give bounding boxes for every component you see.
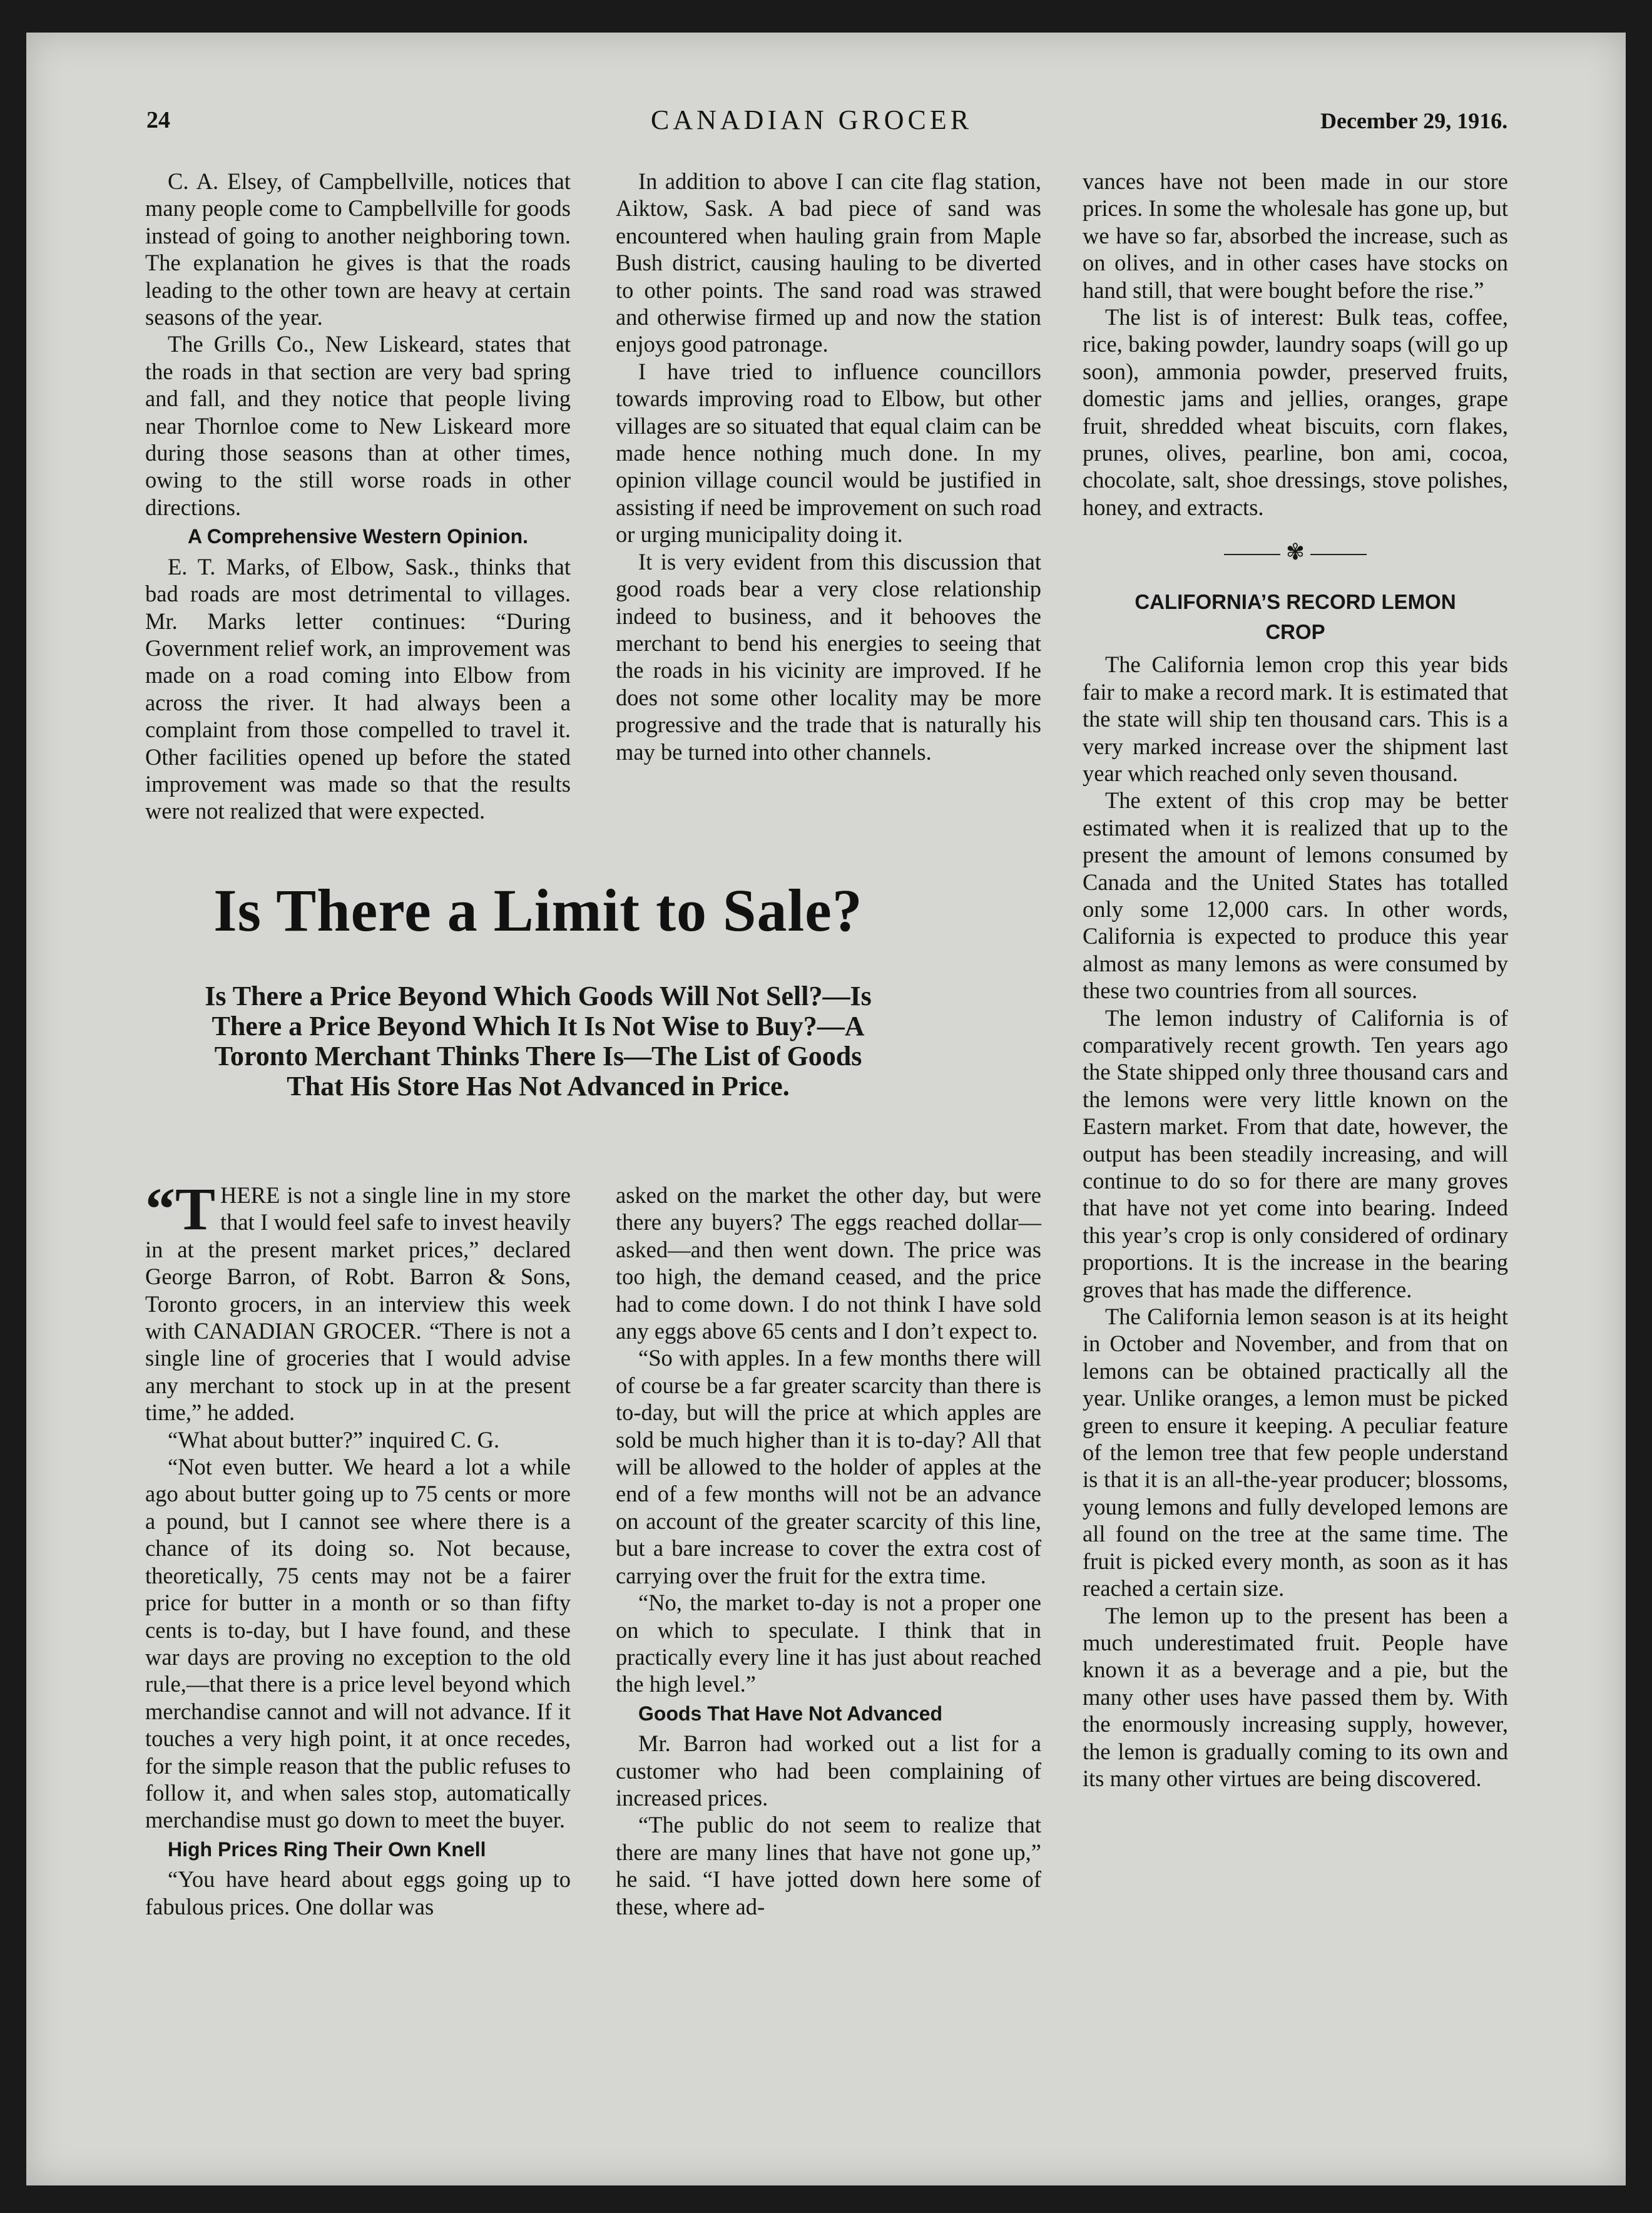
paragraph: “Not even butter. We heard a lot a while ago about butter going up to 75 cents or more a pound, but I cannot see where there is a chance of its doing so. Not because, theoretically, 75 cents may not be a fairer price for butter in a month or so than fifty cents is to-day, but I have found, and these war days are proving no exception to the old rule,—that there is a price level beyond which merchandise cannot and will not advance. If it touches a very high point, it at once recedes, for the simple reason that the public refuses to follow it, and when sales stop, automatically merchandise must go down to meet the buyer. <box>145 1454 571 1833</box>
article-left-column <box>145 1175 571 1920</box>
top-middle-column <box>616 168 1041 765</box>
issue-date: December 29, 1916. <box>1320 108 1508 133</box>
paragraph: It is very evident from this discussion that good roads bear a very close relationship indeed to business, and it behooves the merchant to bend his energies to seeing that the roads in his vicinity are improved. If he does not some other locality may be more progressive and the trade that is naturally his may be turned into other channels. <box>616 548 1041 765</box>
paragraph: “T HERE is not a single line in my store that I would feel safe to invest heavily in at the present market prices,” declared George Barron, of Robt. Barron & Sons, Toronto grocers, in an interview this week with CANADIAN GROCER. “There is not a single line of groceries that I would advise any merchant to stock up in at the present time,” he added. <box>145 1175 571 1426</box>
paragraph: “What about butter?” inquired C. G. <box>168 1426 500 1453</box>
paragraph: In addition to above I can cite flag station, Aiktow, Sask. A bad piece of sand was encountered when hauling grain from Maple Bush district, causing hauling to be diverted to other points. The sand road was strawed and otherwise firmed up and now the station enjoys good patronage. <box>616 168 1041 357</box>
paragraph: The lemon industry of California is of comparatively recent growth. Ten years ago the State shipped only three thousand cars and the lemons were very little known on the Eastern market. From that date, however, the output has been steadily increasing, and will continue to do so for there are many groves that have not yet come into bearing. Indeed this year’s crop is only considered of ordinary proportions. It is the increase in the bearing groves that has made the difference. <box>1083 1004 1508 1302</box>
paragraph: The California lemon season is at its height in October and November, and from that on lemons can be obtained practically all the year. Unlike oranges, a lemon must be picked green to ensure it keeping. A peculiar feature of the lemon tree that few people understand is that it is an all-the-year producer; blossoms, young lemons and fully developed lemons are all found on the tree at the same time. The fruit is picked every month, as soon as it has reached a certain size. <box>1083 1304 1508 1602</box>
drop-cap: “T <box>145 1175 216 1242</box>
paragraph: “The public do not seem to realize that there are many lines that have not gone up,” he said. “I have jotted down here some of these, where ad- <box>616 1812 1041 1919</box>
article-headline: Is There a Limit to Sale? <box>213 877 863 944</box>
paragraph: I have tried to influence councillors towards improving road to Elbow, but other villages are so situated that equal claim can be made hence nothing much done. In my opinion village council would be justified in assisting if need be improvement on such road or urging municipality doing it. <box>616 358 1041 548</box>
paragraph: “So with apples. In a few months there will of course be a far greater scarcity than there is to-day, but will the price at which apples are sold be much higher than it is to-day? All that will be allowed to the holder of apples at the end of a few months will not be an advance on account of the greater scarcity of this line, but a bare increase to cover the extra cost of carrying over the fruit for the extra time. <box>616 1345 1041 1588</box>
paragraph: C. A. Elsey, of Campbellville, notices that many people come to Campbellville for goods instead of going to another neighboring town. The explanation he gives is that the roads leading to the other town are heavy at certain seasons of the year. <box>145 168 571 330</box>
paragraph: E. T. Marks, of Elbow, Sask., thinks that bad roads are most detrimental to villages. Mr. Marks letter continues: “During Government relief work, an improvement was made on a road coming into Elbow from across the river. It had always been a complaint from those compelled to travel it. Other facilities opened up before the stated improvement was made so that the results were not realized that were expected. <box>145 553 571 824</box>
right-column <box>1083 168 1508 1792</box>
subheading: A Comprehensive Western Opinion. <box>187 525 529 548</box>
top-left-column <box>145 168 571 825</box>
paragraph: The lemon up to the present has been a much underestimated fruit. People have known it as a beverage and a pie, but the many other uses have passed them by. With the enormously increasing supply, however, the lemon is gradually coming to its own and its many other virtues are being discovered. <box>1083 1602 1508 1791</box>
paragraph: Mr. Barron had worked out a list for a customer who had been complaining of increased prices. <box>616 1730 1041 1811</box>
page-number: 24 <box>146 107 170 133</box>
paragraph: asked on the market the other day, but were there any buyers? The eggs reached dollar—asked—and then went down. The price was too high, the demand ceased, and the price had to come down. I do not think I have sold any eggs above 65 cents and I don’t expect to. <box>616 1182 1041 1344</box>
publication-title: CANADIAN GROCER <box>651 105 973 135</box>
article-middle-column <box>616 1182 1041 1920</box>
paragraph: The Grills Co., New Liskeard, states that the roads in that section are very bad spring and fall, and they notice that people living near Thornloe come to New Liskeard more during those seasons than at other times, owing to the still worse roads in other directions. <box>145 331 571 520</box>
paragraph: The California lemon crop this year bids fair to make a record mark. It is estimated that the state will ship ten thousand cars. This is a very marked increase over the shipment last year which reached only seven thousand. <box>1083 652 1508 786</box>
ornament-icon: ✾ <box>1285 539 1305 565</box>
paragraph: The list is of interest: Bulk teas, coffee, rice, baking powder, laundry soaps (will go up soon), ammonia powder, preserved fruits, domestic jams and jellies, oranges, grape fruit, shredded wheat biscuits, corn flakes, prunes, olives, pearline, bon ami, cocoa, chocolate, salt, shoe dressings, stove polishes, honey, and extracts. <box>1083 304 1508 520</box>
paragraph: The extent of this crop may be better estimated when it is realized that up to the present the amount of lemons consumed by Canada and the United States has totalled only some 12,000 cars. In other words, California is expected to produce this year almost as many lemons as were consumed by these two countries from all sources. <box>1083 787 1508 1004</box>
subheading: Goods That Have Not Advanced <box>638 1702 942 1725</box>
paragraph: “No, the market to-day is not a proper one on which to speculate. I think that in practically every line it has just about reached the high level.” <box>616 1590 1041 1697</box>
ornament-divider <box>1083 539 1508 565</box>
paragraph: vances have not been made in our store prices. In some the wholesale has gone up, but we have so far, absorbed the increase, such as on olives, and in other cases have stocks on hand still, that were bought before the rise.” <box>1083 168 1508 303</box>
lemon-article-title: CALIFORNIA’S RECORD LEMON CROP <box>1134 590 1456 644</box>
article-deck: Is There a Price Beyond Which Goods Will Not Sell?—Is There a Price Beyond Which It Is Not Wise to Buy?—A Toronto Merchant Thinks There Is—The List of Goods That His Store Has Not Advanced in Price. <box>205 981 872 1101</box>
paragraph: “You have heard about eggs going up to fabulous prices. One dollar was <box>145 1866 571 1919</box>
subheading: High Prices Ring Their Own Knell <box>168 1837 486 1861</box>
